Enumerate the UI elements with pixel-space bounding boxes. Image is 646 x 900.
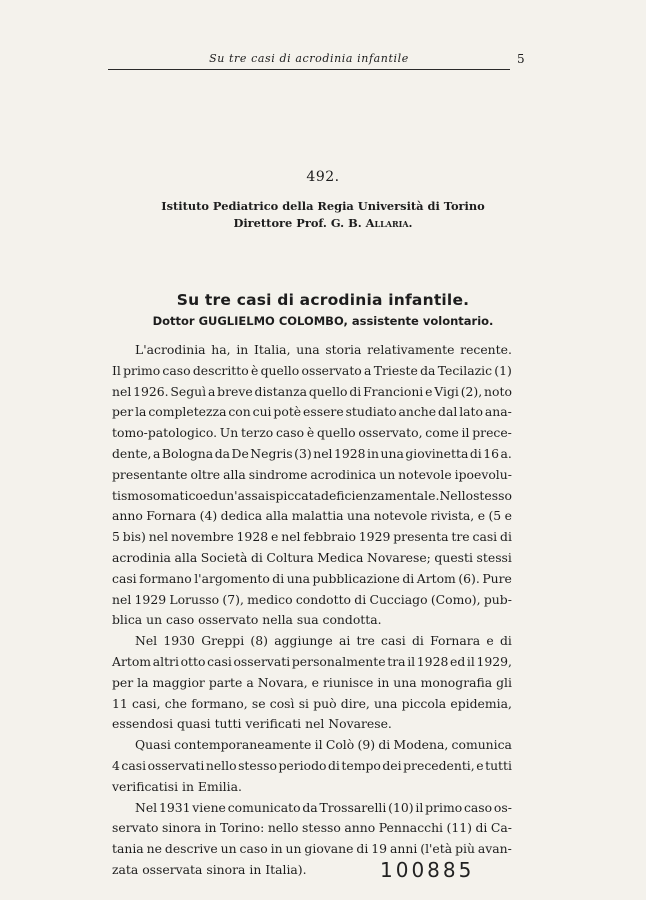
author-role: , assistente volontario. xyxy=(343,314,494,328)
inventory-stamp: 100885 xyxy=(380,858,475,882)
body-line: dente, a Bologna da De Negris (3) nel 1928 in una giovinetta di 16 a. xyxy=(112,445,512,461)
body-line: tomo-patologico. Un terzo caso è quello osservato, come il prece- xyxy=(112,425,512,441)
director-name: Allaria. xyxy=(365,216,413,230)
body-line: blica un caso osservato nella sua condotta. xyxy=(112,612,382,628)
body-line: Il primo caso descritto è quello osservato a Trieste da Tecilazic (1) xyxy=(112,362,512,378)
body-line: anno Fornara (4) dedica alla malattia una notevole rivista, e (5 e xyxy=(112,508,512,524)
body-line: servato sinora in Torino: nello stesso anno Pennacchi (11) di Ca- xyxy=(112,820,512,836)
body-line: nel 1926. Seguì a breve distanza quello di Francioni e Vigi (2), noto xyxy=(112,383,512,399)
body-line: Nel 1930 Greppi (8) aggiunge ai tre casi di Fornara e di xyxy=(135,633,512,649)
author-prefix: Dottor xyxy=(152,314,199,328)
body-line: Artom altri otto casi osservati personalmente tra il 1928 ed il 1929, xyxy=(112,653,512,669)
page-number: 5 xyxy=(517,52,525,66)
body-line: 11 casi, che formano, se così si può dire, una piccola epidemia, xyxy=(112,695,512,711)
director-prefix: Direttore Prof. G. B. xyxy=(233,216,366,230)
body-line: acrodinia alla Società di Coltura Medica Novarese; questi stessi xyxy=(112,549,512,565)
author-line xyxy=(0,314,646,328)
body-line: tismo somatico ed un'assai spiccata deficienza mentale. Nello stesso xyxy=(112,487,512,503)
body-line: presentante oltre alla sindrome acrodinica un notevole ipoevolu- xyxy=(112,466,512,482)
body-line: 4 casi osservati nello stesso periodo di tempo dei precedenti, e tutti xyxy=(112,757,512,773)
author-name: GUGLIELMO COLOMBO xyxy=(198,314,344,328)
body-line: essendosi quasi tutti verificati nel Novarese. xyxy=(112,716,392,732)
running-header-title: Su tre casi di acrodinia infantile xyxy=(209,52,409,65)
header-rule xyxy=(108,69,510,70)
body-line: per la completezza con cui potè essere studiato anche dal lato ana- xyxy=(112,404,512,420)
body-line: per la maggior parte a Novara, e riunisce in una monografia gli xyxy=(112,674,512,690)
body-line: zata osservata sinora in Italia). xyxy=(112,861,307,877)
article-title: Su tre casi di acrodinia infantile. xyxy=(176,291,470,309)
body-line: casi formano l'argomento di una pubblicazione di Artom (6). Pure xyxy=(112,570,512,586)
body-line: Nel 1931 viene comunicato da Trossarelli (10) il primo caso os- xyxy=(135,799,512,815)
body-line: 5 bis) nel novembre 1928 e nel febbraio 1929 presenta tre casi di xyxy=(112,529,512,545)
body-line: Quasi contemporaneamente il Colò (9) di Modena, comunica xyxy=(135,737,512,753)
article-body xyxy=(112,340,512,881)
director-line xyxy=(0,215,646,232)
body-line: nel 1929 Lorusso (7), medico condotto di Cucciago (Como), pub- xyxy=(112,591,512,607)
body-line: L'acrodinia ha, in Italia, una storia relativamente recente. xyxy=(135,342,512,357)
body-line: tania ne descrive un caso in un giovane di 19 anni (l'età più avan- xyxy=(112,841,512,857)
institute-block xyxy=(0,198,646,232)
document-number: 492. xyxy=(306,169,340,185)
institute-line: Istituto Pediatrico della Regia Università di Torino xyxy=(161,199,485,213)
body-line: verificatisi in Emilia. xyxy=(112,778,242,794)
